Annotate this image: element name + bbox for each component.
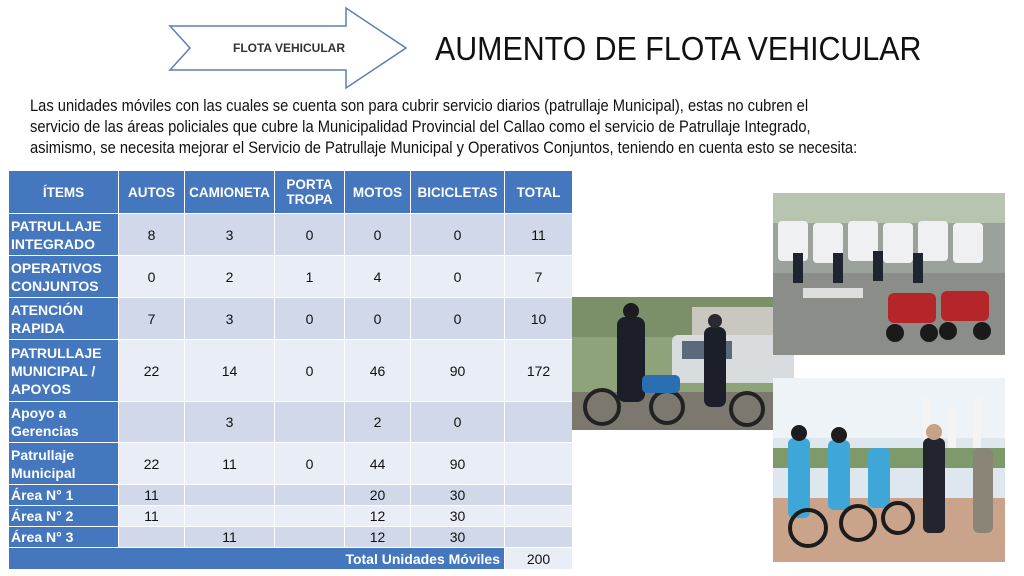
cell: 22	[119, 443, 185, 485]
total-value: 200	[505, 548, 573, 570]
header-items: ÍTEMS	[9, 171, 119, 214]
cell: 0	[119, 256, 185, 298]
cell	[505, 506, 573, 527]
table-header-row	[9, 171, 573, 214]
row-label: Patrullaje Municipal	[9, 443, 119, 485]
cell: 0	[275, 214, 345, 256]
cell: 44	[345, 443, 411, 485]
cell: 11	[119, 485, 185, 506]
table-row	[9, 214, 573, 256]
flota-vehicular-arrow	[168, 6, 410, 90]
table-row	[9, 402, 573, 443]
intro-paragraph: Las unidades móviles con las cuales se cuenta son para cubrir servicio diarios (patrullaje Municipal), estas no cubren el servicio de las áreas policiales que cubre la Municipalidad Provincial del Callao como el servicio de Patrullaje Integrado, asimismo, se necesita mejorar el Servicio de Patrullaje Municipal y Operativos Conjuntos, teniendo en cuenta esto se necesita:	[30, 96, 858, 157]
header-porta-tropa: PORTA TROPA	[275, 171, 345, 214]
row-label: Área N° 1	[9, 485, 119, 506]
cell: 11	[505, 214, 573, 256]
cell	[505, 443, 573, 485]
photo-police-motorcycles	[572, 297, 794, 430]
cell	[275, 485, 345, 506]
cell: 30	[411, 485, 505, 506]
table-row	[9, 485, 573, 506]
row-label: Área N° 2	[9, 506, 119, 527]
cell: 46	[345, 340, 411, 402]
cell	[275, 506, 345, 527]
table-row	[9, 340, 573, 402]
cell: 11	[185, 443, 275, 485]
cell: 10	[505, 298, 573, 340]
cell: 0	[411, 402, 505, 443]
cell: 0	[275, 298, 345, 340]
total-row	[9, 548, 573, 570]
cell: 14	[185, 340, 275, 402]
table-row	[9, 256, 573, 298]
row-label: Área N° 3	[9, 527, 119, 548]
cell	[119, 402, 185, 443]
cell: 0	[275, 340, 345, 402]
cell: 7	[119, 298, 185, 340]
cell: 0	[411, 214, 505, 256]
cell: 20	[345, 485, 411, 506]
cell: 90	[411, 443, 505, 485]
cell	[185, 485, 275, 506]
cell: 2	[345, 402, 411, 443]
row-label: PATRULLAJE MUNICIPAL / APOYOS	[9, 340, 119, 402]
total-label: Total Unidades Móviles	[9, 548, 505, 570]
cell	[185, 506, 275, 527]
cell: 3	[185, 402, 275, 443]
cell: 1	[275, 256, 345, 298]
cell: 3	[185, 298, 275, 340]
cell: 22	[119, 340, 185, 402]
cell: 4	[345, 256, 411, 298]
cell	[275, 402, 345, 443]
cell: 12	[345, 527, 411, 548]
fleet-table	[8, 170, 573, 570]
header-bicicletas: BICICLETAS	[411, 171, 505, 214]
cell: 11	[185, 527, 275, 548]
cell: 7	[505, 256, 573, 298]
cell	[275, 527, 345, 548]
header-motos: MOTOS	[345, 171, 411, 214]
cell: 12	[345, 506, 411, 527]
cell: 0	[345, 298, 411, 340]
header-total: TOTAL	[505, 171, 573, 214]
arrow-label: FLOTA VEHICULAR	[233, 41, 345, 55]
cell: 3	[185, 214, 275, 256]
cell	[505, 402, 573, 443]
table-row	[9, 506, 573, 527]
cell: 0	[411, 256, 505, 298]
cell: 2	[185, 256, 275, 298]
header-camioneta: CAMIONETA	[185, 171, 275, 214]
row-label: PATRULLAJE INTEGRADO	[9, 214, 119, 256]
cell	[505, 527, 573, 548]
row-label: ATENCIÓN RAPIDA	[9, 298, 119, 340]
cell: 90	[411, 340, 505, 402]
cell	[119, 527, 185, 548]
cell: 11	[119, 506, 185, 527]
cell: 30	[411, 527, 505, 548]
cell	[505, 485, 573, 506]
photo-fleet-vehicles	[773, 193, 1005, 355]
table-row	[9, 298, 573, 340]
page-title: AUMENTO DE FLOTA VEHICULAR	[435, 30, 922, 67]
cell: 0	[411, 298, 505, 340]
header-autos: AUTOS	[119, 171, 185, 214]
cell: 8	[119, 214, 185, 256]
row-label: OPERATIVOS CONJUNTOS	[9, 256, 119, 298]
cell: 0	[275, 443, 345, 485]
cell: 172	[505, 340, 573, 402]
photo-bicycle-patrol	[773, 378, 1005, 562]
table-row	[9, 527, 573, 548]
cell: 30	[411, 506, 505, 527]
table-row	[9, 443, 573, 485]
row-label: Apoyo a Gerencias	[9, 402, 119, 443]
cell: 0	[345, 214, 411, 256]
